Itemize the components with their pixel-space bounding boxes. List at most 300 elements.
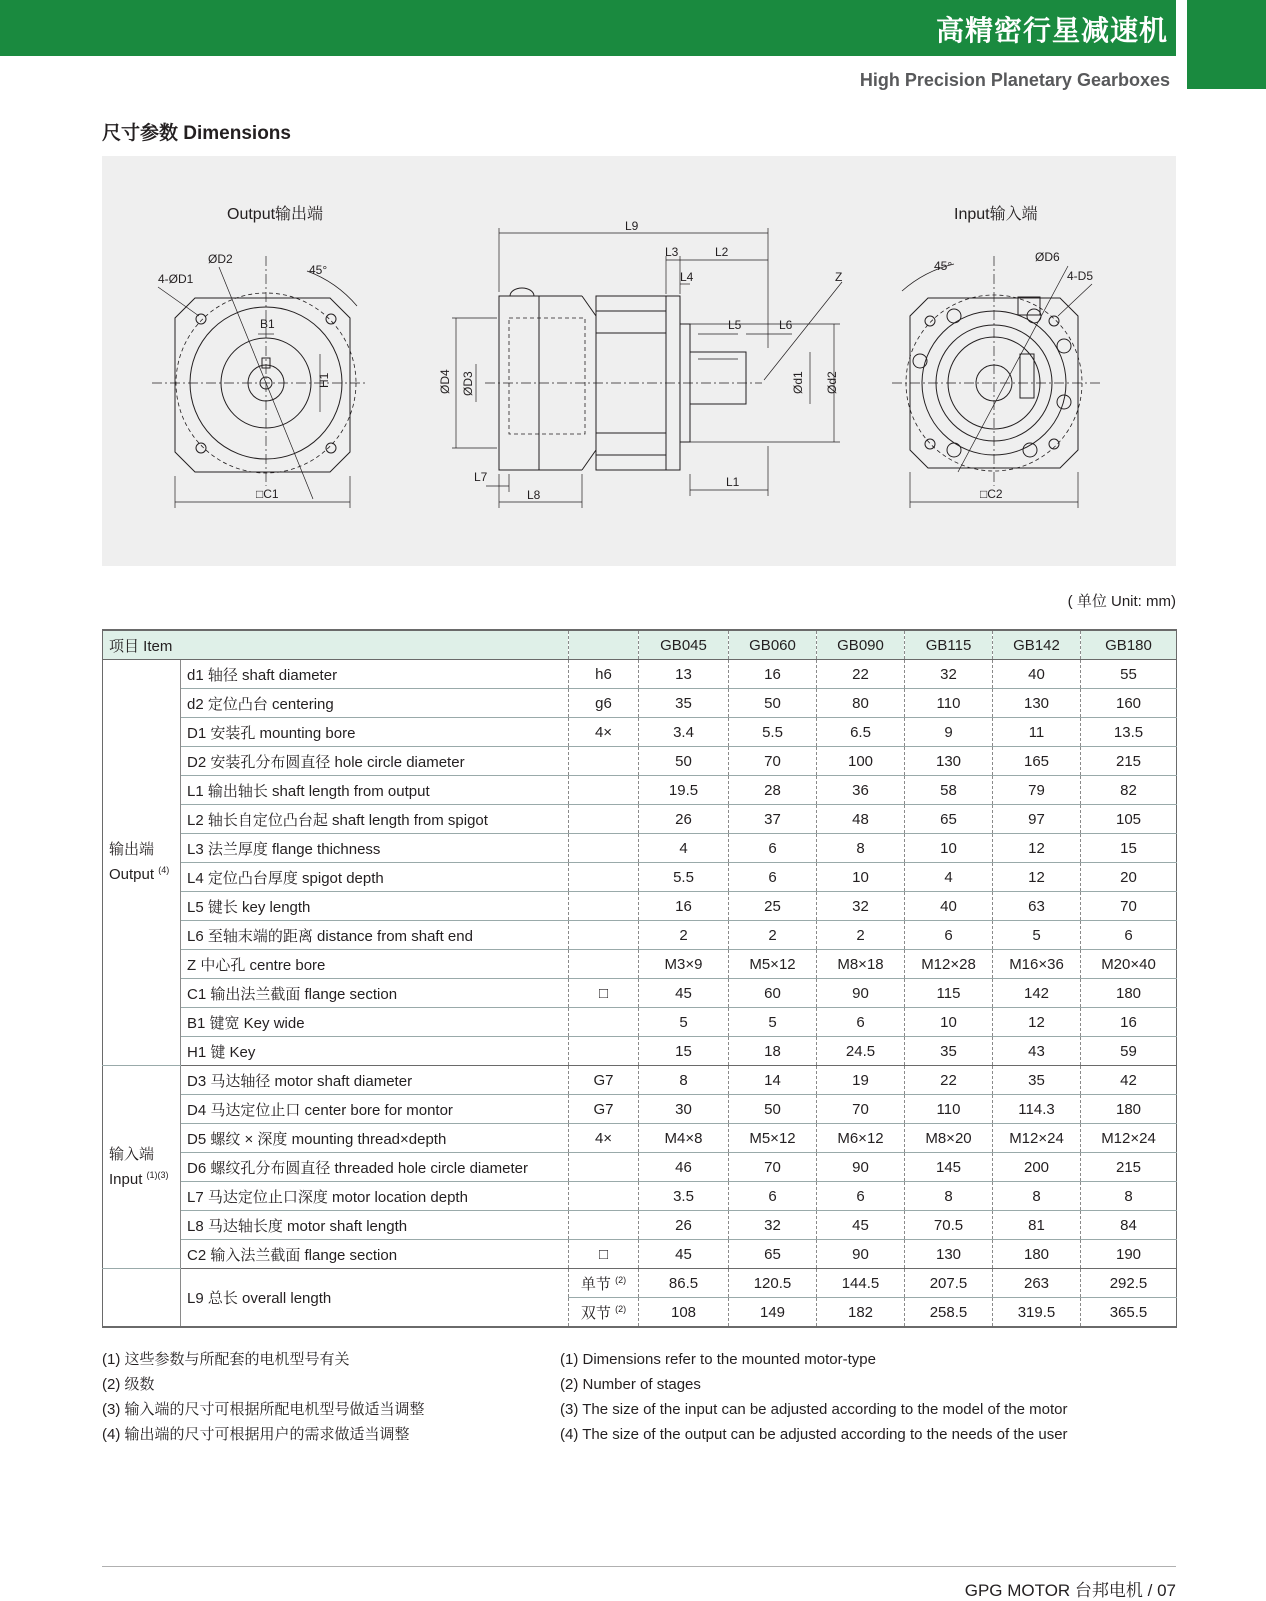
- row-value: 100: [817, 747, 905, 776]
- row-value: 142: [993, 979, 1081, 1008]
- row-value: 40: [905, 892, 993, 921]
- row-value: 200: [993, 1153, 1081, 1182]
- row-value: 36: [817, 776, 905, 805]
- input_group-group-label: [103, 1066, 181, 1269]
- side-tab: [1187, 0, 1266, 89]
- row-value: M4×8: [639, 1124, 729, 1153]
- row-value: 6: [729, 1182, 817, 1211]
- row-value: 40: [993, 660, 1081, 689]
- row-value: 18: [729, 1037, 817, 1066]
- row-tolerance: g6: [569, 689, 639, 718]
- row-value: 10: [817, 863, 905, 892]
- row-label: D2 安装孔分布圆直径 hole circle diameter: [181, 747, 569, 776]
- table-row: [103, 921, 1177, 950]
- row-tolerance: G7: [569, 1066, 639, 1095]
- input-thread-3: [913, 354, 927, 368]
- row-tolerance: [569, 950, 639, 979]
- label-4-d5: 4-D5: [1067, 269, 1094, 283]
- row-value: 6: [729, 863, 817, 892]
- table-header-row: [103, 630, 1177, 660]
- row-value: 82: [1081, 776, 1177, 805]
- row-value: 45: [639, 1240, 729, 1269]
- row-value: 12: [993, 834, 1081, 863]
- row-value: 114.3: [993, 1095, 1081, 1124]
- stage-footnote: (2): [615, 1303, 627, 1314]
- row-tolerance: [569, 863, 639, 892]
- footer-rule: [102, 1566, 1176, 1567]
- model-header: GB115: [905, 630, 993, 660]
- row-value: M5×12: [729, 950, 817, 979]
- row-value: 30: [639, 1095, 729, 1124]
- row-value: 6.5: [817, 718, 905, 747]
- row-value: 165: [993, 747, 1081, 776]
- table-row: [103, 1037, 1177, 1066]
- row-value: M6×12: [817, 1124, 905, 1153]
- label-l3: L3: [665, 245, 679, 259]
- label-c1: □C1: [256, 487, 279, 501]
- row-value: 110: [905, 689, 993, 718]
- row-label: D6 螺纹孔分布圆直径 threaded hole circle diameter: [181, 1153, 569, 1182]
- row-label: L4 定位凸台厚度 spigot depth: [181, 863, 569, 892]
- row-value: 2: [729, 921, 817, 950]
- table-row-l9-single: [103, 1269, 1177, 1298]
- table-row: [103, 689, 1177, 718]
- row-tolerance: □: [569, 1240, 639, 1269]
- stage-footnote: (2): [615, 1274, 627, 1285]
- row-value: M12×24: [993, 1124, 1081, 1153]
- row-value: 22: [817, 660, 905, 689]
- group-footnote: (1)(3): [146, 1169, 169, 1180]
- row-value: 292.5: [1081, 1269, 1177, 1298]
- input-title: Input输入端: [954, 206, 1038, 223]
- note-cn-2: (2) 级数: [102, 1376, 155, 1393]
- table-row: [103, 1124, 1177, 1153]
- row-value: M8×20: [905, 1124, 993, 1153]
- label-h1: H1: [317, 372, 331, 388]
- note-cn-4: (4) 输出端的尺寸可根据用户的需求做适当调整: [102, 1426, 410, 1443]
- row-value: 130: [993, 689, 1081, 718]
- row-value: 10: [905, 834, 993, 863]
- table-row: [103, 892, 1177, 921]
- row-tolerance: [569, 1182, 639, 1211]
- row-value: 70: [729, 1153, 817, 1182]
- row-value: 180: [1081, 1095, 1177, 1124]
- row-value: M3×9: [639, 950, 729, 979]
- table-row: [103, 1211, 1177, 1240]
- label-l9: L9: [625, 219, 639, 233]
- row-value: 263: [993, 1269, 1081, 1298]
- row-value: 97: [993, 805, 1081, 834]
- label-l5: L5: [728, 318, 742, 332]
- row-value: 63: [993, 892, 1081, 921]
- header-bar: [0, 0, 1176, 56]
- side-taper-bot-b: [582, 450, 596, 470]
- row-label: L7 马达定位止口深度 motor location depth: [181, 1182, 569, 1211]
- row-value: M8×18: [817, 950, 905, 979]
- row-value: 32: [729, 1211, 817, 1240]
- table-row: [103, 950, 1177, 979]
- row-value: 14: [729, 1066, 817, 1095]
- row-value: 6: [1081, 921, 1177, 950]
- output-hole-bl: [196, 443, 206, 453]
- row-value: 4: [905, 863, 993, 892]
- row-value: 81: [993, 1211, 1081, 1240]
- row-value: 86.5: [639, 1269, 729, 1298]
- label-l4: L4: [680, 270, 694, 284]
- row-value: 45: [639, 979, 729, 1008]
- row-value: 6: [817, 1182, 905, 1211]
- row-value: M16×36: [993, 950, 1081, 979]
- label-45-output: 45°: [309, 263, 328, 277]
- row-value: 70: [817, 1095, 905, 1124]
- group-label-cn: 输出端: [109, 841, 155, 858]
- label-d3: ØD3: [461, 371, 475, 396]
- stage-label: 单节: [580, 1275, 611, 1293]
- row-value: 32: [905, 660, 993, 689]
- table-row: [103, 1008, 1177, 1037]
- z-leader: [764, 282, 842, 380]
- group-label-en: Input: [109, 1170, 143, 1188]
- row-value: 120.5: [729, 1269, 817, 1298]
- row-label: L5 键长 key length: [181, 892, 569, 921]
- row-value: 6: [905, 921, 993, 950]
- row-tolerance: h6: [569, 660, 639, 689]
- row-tolerance: 4×: [569, 1124, 639, 1153]
- table-row: [103, 660, 1177, 689]
- model-header: GB090: [817, 630, 905, 660]
- row-label-l9: L9 总长 overall length: [181, 1269, 569, 1328]
- note-en-4: (4) The size of the output can be adjusted according to the needs of the user: [560, 1426, 1068, 1443]
- tol-header: [569, 630, 639, 660]
- row-tolerance: □: [569, 979, 639, 1008]
- output_group-group-label: [103, 660, 181, 1066]
- note-en-2: (2) Number of stages: [560, 1376, 701, 1393]
- input-hole-tr: [1049, 316, 1059, 326]
- page-subtitle: High Precision Planetary Gearboxes: [859, 70, 1170, 90]
- row-value: 65: [729, 1240, 817, 1269]
- row-tolerance: [569, 921, 639, 950]
- row-value: 35: [905, 1037, 993, 1066]
- row-value: 130: [905, 1240, 993, 1269]
- row-value: 80: [817, 689, 905, 718]
- row-value: 15: [639, 1037, 729, 1066]
- label-l8: L8: [527, 488, 541, 502]
- row-value: 8: [639, 1066, 729, 1095]
- table-row: [103, 834, 1177, 863]
- row-value: 20: [1081, 863, 1177, 892]
- row-value: 9: [905, 718, 993, 747]
- table-row: [103, 1240, 1177, 1269]
- row-label: d1 轴径 shaft diameter: [181, 660, 569, 689]
- page-title: 高精密行星减速机: [935, 15, 1168, 46]
- spec-table: [102, 629, 1177, 1328]
- row-label: L8 马达轴长度 motor shaft length: [181, 1211, 569, 1240]
- table-row: [103, 1153, 1177, 1182]
- side-hidden-bore: [509, 318, 585, 434]
- label-z: Z: [835, 270, 843, 284]
- input-thread-6: [947, 443, 961, 457]
- row-label: D5 螺纹 × 深度 mounting thread×depth: [181, 1124, 569, 1153]
- row-value: 105: [1081, 805, 1177, 834]
- row-value: 60: [729, 979, 817, 1008]
- group-label-cn: 输入端: [109, 1145, 155, 1163]
- row-tolerance: G7: [569, 1095, 639, 1124]
- side-adapter-cap: [510, 288, 534, 296]
- drawing-svg: [102, 156, 1176, 566]
- row-value: 6: [817, 1008, 905, 1037]
- row-value: 180: [993, 1240, 1081, 1269]
- row-value: 46: [639, 1153, 729, 1182]
- row-tolerance: [569, 1153, 639, 1182]
- row-value: 182: [817, 1298, 905, 1328]
- model-header: GB045: [639, 630, 729, 660]
- row-value: 58: [905, 776, 993, 805]
- notes-english: [560, 1347, 1068, 1447]
- row-value: 42: [1081, 1066, 1177, 1095]
- row-value: 11: [993, 718, 1081, 747]
- row-tolerance: [569, 776, 639, 805]
- row-tolerance: [569, 1211, 639, 1240]
- footer-text: GPG MOTOR 台邦电机 / 07: [964, 1581, 1176, 1600]
- table-row: [103, 863, 1177, 892]
- row-label: L1 输出轴长 shaft length from output: [181, 776, 569, 805]
- row-value: 26: [639, 805, 729, 834]
- row-value: 19.5: [639, 776, 729, 805]
- row-value: 45: [817, 1211, 905, 1240]
- unit-label: ( 单位 Unit: mm): [1067, 593, 1176, 610]
- row-value: 35: [639, 689, 729, 718]
- row-value: 2: [639, 921, 729, 950]
- row-tolerance: [569, 747, 639, 776]
- row-value: 5: [993, 921, 1081, 950]
- label-l6: L6: [779, 318, 793, 332]
- label-b1: B1: [260, 317, 275, 331]
- spec-table-body: [103, 630, 1177, 1327]
- row-value: 215: [1081, 1153, 1177, 1182]
- row-value: 37: [729, 805, 817, 834]
- note-en-1: (1) Dimensions refer to the mounted motor-type: [560, 1351, 876, 1368]
- row-value: 55: [1081, 660, 1177, 689]
- row-value: 108: [639, 1298, 729, 1328]
- table-row: [103, 747, 1177, 776]
- section-title: 尺寸参数 Dimensions: [102, 123, 291, 144]
- row-value: 26: [639, 1211, 729, 1240]
- row-stage: [569, 1269, 639, 1298]
- table-row: [103, 1095, 1177, 1124]
- row-value: 22: [905, 1066, 993, 1095]
- table-row: [103, 718, 1177, 747]
- label-d4: ØD4: [438, 369, 452, 394]
- row-value: 25: [729, 892, 817, 921]
- row-value: 160: [1081, 689, 1177, 718]
- output-hole-tr: [326, 314, 336, 324]
- input-thread-4: [1057, 339, 1071, 353]
- notes-chinese: [102, 1347, 425, 1447]
- row-value: 319.5: [993, 1298, 1081, 1328]
- row-tolerance: [569, 892, 639, 921]
- row-value: 28: [729, 776, 817, 805]
- row-value: 5.5: [639, 863, 729, 892]
- label-45-input: 45°: [934, 259, 953, 273]
- row-value: 10: [905, 1008, 993, 1037]
- row-value: 207.5: [905, 1269, 993, 1298]
- row-tolerance: [569, 834, 639, 863]
- row-value: 149: [729, 1298, 817, 1328]
- row-value: 180: [1081, 979, 1177, 1008]
- row-value: 35: [993, 1066, 1081, 1095]
- row-value: 84: [1081, 1211, 1177, 1240]
- row-value: M12×24: [1081, 1124, 1177, 1153]
- group-label-en-wrap: [109, 1165, 180, 1190]
- row-value: 365.5: [1081, 1298, 1177, 1328]
- row-value: 50: [729, 1095, 817, 1124]
- row-value: 24.5: [817, 1037, 905, 1066]
- row-value: 43: [993, 1037, 1081, 1066]
- row-value: 59: [1081, 1037, 1177, 1066]
- row-label: D3 马达轴径 motor shaft diameter: [181, 1066, 569, 1095]
- row-label: D1 安装孔 mounting bore: [181, 718, 569, 747]
- row-value: 16: [729, 660, 817, 689]
- row-value: 5: [639, 1008, 729, 1037]
- row-value: M5×12: [729, 1124, 817, 1153]
- label-l2: L2: [715, 245, 729, 259]
- row-value: 16: [639, 892, 729, 921]
- row-label: Z 中心孔 centre bore: [181, 950, 569, 979]
- item-header: 项目 Item: [103, 630, 569, 660]
- row-tolerance: [569, 1008, 639, 1037]
- row-value: 5: [729, 1008, 817, 1037]
- side-housing-rib-top: [596, 311, 666, 333]
- row-value: 5.5: [729, 718, 817, 747]
- model-header: GB142: [993, 630, 1081, 660]
- row-value: 3.4: [639, 718, 729, 747]
- row-value: 90: [817, 979, 905, 1008]
- row-label: C2 输入法兰截面 flange section: [181, 1240, 569, 1269]
- row-value: 50: [639, 747, 729, 776]
- row-value: 79: [993, 776, 1081, 805]
- row-label: H1 键 Key: [181, 1037, 569, 1066]
- row-label: B1 键宽 Key wide: [181, 1008, 569, 1037]
- row-label: d2 定位凸台 centering: [181, 689, 569, 718]
- note-cn-1: (1) 这些参数与所配套的电机型号有关: [102, 1351, 350, 1368]
- row-value: 110: [905, 1095, 993, 1124]
- row-value: 2: [817, 921, 905, 950]
- l9-group-empty: [103, 1269, 181, 1328]
- row-value: 13.5: [1081, 718, 1177, 747]
- technical-drawing: [102, 156, 1176, 566]
- row-value: 48: [817, 805, 905, 834]
- row-value: 70: [729, 747, 817, 776]
- row-value: M20×40: [1081, 950, 1177, 979]
- stage-label: 双节: [580, 1304, 611, 1322]
- row-value: 8: [817, 834, 905, 863]
- table-row: [103, 1182, 1177, 1211]
- row-value: 90: [817, 1240, 905, 1269]
- input-hole-tl: [925, 316, 935, 326]
- input-clamp: [1020, 354, 1034, 398]
- label-d6: ØD6: [1035, 250, 1060, 264]
- row-label: L6 至轴末端的距离 distance from shaft end: [181, 921, 569, 950]
- group-label-en-wrap: [109, 860, 180, 885]
- label-l7: L7: [474, 470, 488, 484]
- row-value: 16: [1081, 1008, 1177, 1037]
- side-taper-top-b: [582, 296, 596, 316]
- row-stage: [569, 1298, 639, 1328]
- row-label: L3 法兰厚度 flange thichness: [181, 834, 569, 863]
- table-row: [103, 1066, 1177, 1095]
- input-thread-5: [1057, 395, 1071, 409]
- row-value: 65: [905, 805, 993, 834]
- d5-leader: [1058, 284, 1092, 316]
- row-value: 115: [905, 979, 993, 1008]
- row-tolerance: 4×: [569, 718, 639, 747]
- row-value: 13: [639, 660, 729, 689]
- side-housing-rib-bot: [596, 433, 666, 455]
- row-tolerance: [569, 1037, 639, 1066]
- row-label: C1 输出法兰截面 flange section: [181, 979, 569, 1008]
- row-value: 6: [729, 834, 817, 863]
- note-cn-3: (3) 输入端的尺寸可根据所配电机型号做适当调整: [102, 1401, 425, 1418]
- row-value: 8: [993, 1182, 1081, 1211]
- label-d2: ØD2: [208, 252, 233, 266]
- output-hole-br: [326, 443, 336, 453]
- row-value: 15: [1081, 834, 1177, 863]
- row-value: 50: [729, 689, 817, 718]
- label-c2: □C2: [980, 487, 1003, 501]
- row-value: 8: [905, 1182, 993, 1211]
- row-label: D4 马达定位止口 center bore for montor: [181, 1095, 569, 1124]
- model-header: GB180: [1081, 630, 1177, 660]
- row-value: 12: [993, 863, 1081, 892]
- output-hole-tl: [196, 314, 206, 324]
- label-sd1: Ød1: [791, 371, 805, 394]
- d1-leader: [158, 287, 199, 316]
- row-value: 145: [905, 1153, 993, 1182]
- row-value: 8: [1081, 1182, 1177, 1211]
- note-en-3: (3) The size of the input can be adjusted according to the model of the motor: [560, 1401, 1068, 1418]
- row-value: 215: [1081, 747, 1177, 776]
- row-value: 90: [817, 1153, 905, 1182]
- row-value: 12: [993, 1008, 1081, 1037]
- table-row: [103, 805, 1177, 834]
- row-value: 130: [905, 747, 993, 776]
- row-value: 70: [1081, 892, 1177, 921]
- input-hole-bl: [925, 439, 935, 449]
- label-sd2: Ød2: [825, 371, 839, 394]
- row-value: 258.5: [905, 1298, 993, 1328]
- row-tolerance: [569, 805, 639, 834]
- row-value: M12×28: [905, 950, 993, 979]
- label-4-d1: 4-ØD1: [158, 272, 194, 286]
- input-thread-1: [947, 309, 961, 323]
- table-row: [103, 979, 1177, 1008]
- row-value: 19: [817, 1066, 905, 1095]
- table-row: [103, 776, 1177, 805]
- group-label-en: Output: [109, 866, 155, 883]
- row-value: 4: [639, 834, 729, 863]
- row-value: 190: [1081, 1240, 1177, 1269]
- label-l1: L1: [726, 475, 740, 489]
- side-output-shaft: [690, 352, 746, 404]
- row-value: 144.5: [817, 1269, 905, 1298]
- row-value: 70.5: [905, 1211, 993, 1240]
- output-title: Output输出端: [227, 206, 324, 223]
- row-value: 32: [817, 892, 905, 921]
- group-footnote: (4): [158, 865, 170, 875]
- row-label: L2 轴长自定位凸台起 shaft length from spigot: [181, 805, 569, 834]
- row-value: 3.5: [639, 1182, 729, 1211]
- model-header: GB060: [729, 630, 817, 660]
